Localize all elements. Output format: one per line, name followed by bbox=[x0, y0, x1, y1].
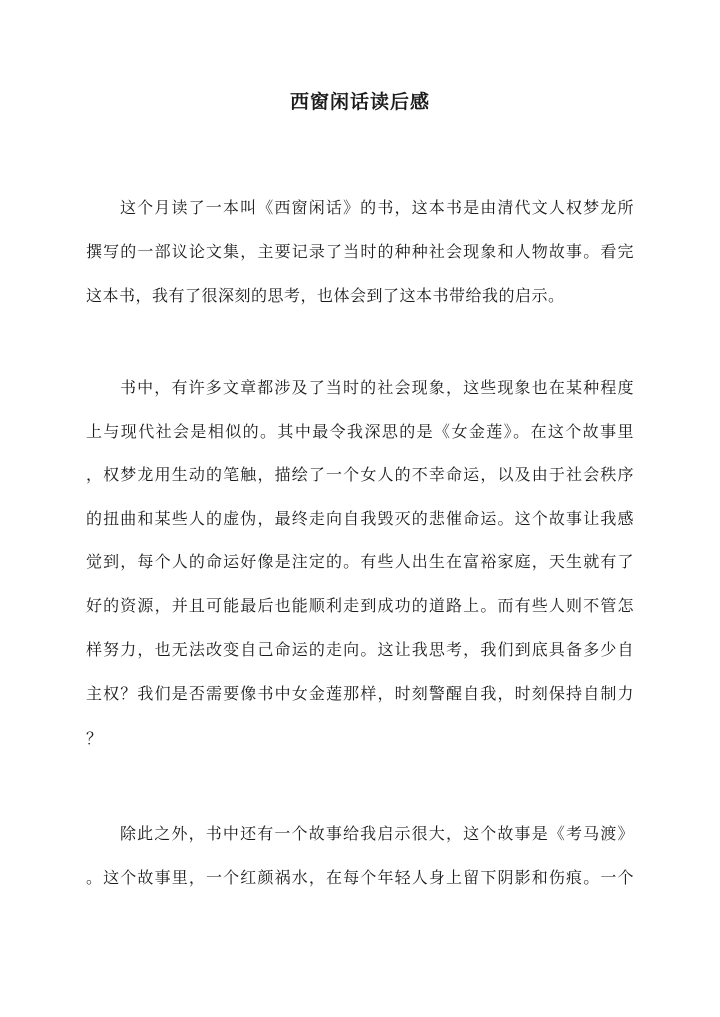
paragraph-line: 的扭曲和某些人的虚伪，最终走向自我毁灭的悲催命运。这个故事让我感 bbox=[86, 509, 634, 528]
paragraph-line: ？ bbox=[86, 729, 103, 748]
paragraph-line: 觉到，每个人的命运好像是注定的。有些人出生在富裕家庭，天生就有了 bbox=[86, 552, 634, 571]
document-title: 西窗闲话读后感 bbox=[289, 91, 430, 113]
paragraph-line: 书中，有许多文章都涉及了当时的社会现象，这些现象也在某种程度 bbox=[120, 378, 634, 397]
paragraph-line: ，权梦龙用生动的笔触，描绘了一个女人的不幸命运，以及由于社会秩序 bbox=[86, 465, 634, 484]
paragraph-line: 这本书，我有了很深刻的思考，也体会到了这本书带给我的启示。 bbox=[86, 286, 565, 305]
paragraph-line: 除此之外，书中还有一个故事给我启示很大，这个故事是《考马渡》 bbox=[120, 824, 634, 843]
paragraph-line: 这个月读了一本叫《西窗闲话》的书，这本书是由清代文人权梦龙所 bbox=[120, 198, 634, 217]
paragraph-line: 上与现代社会是相似的。其中最令我深思的是《女金莲》。在这个故事里 bbox=[86, 422, 634, 441]
paragraph-line: 主权？我们是否需要像书中女金莲那样，时刻警醒自我，时刻保持自制力 bbox=[86, 684, 634, 703]
paragraph-line: 。这个故事里，一个红颜祸水，在每个年轻人身上留下阴影和伤痕。一个 bbox=[86, 868, 634, 887]
paragraph-line: 样努力，也无法改变自己命运的走向。这让我思考，我们到底具备多少自 bbox=[86, 640, 634, 659]
paragraph-line: 好的资源，并且可能最后也能顺利走到成功的道路上。而有些人则不管怎 bbox=[86, 596, 634, 615]
paragraph-line: 撰写的一部议论文集，主要记录了当时的种种社会现象和人物故事。看完 bbox=[86, 242, 634, 261]
